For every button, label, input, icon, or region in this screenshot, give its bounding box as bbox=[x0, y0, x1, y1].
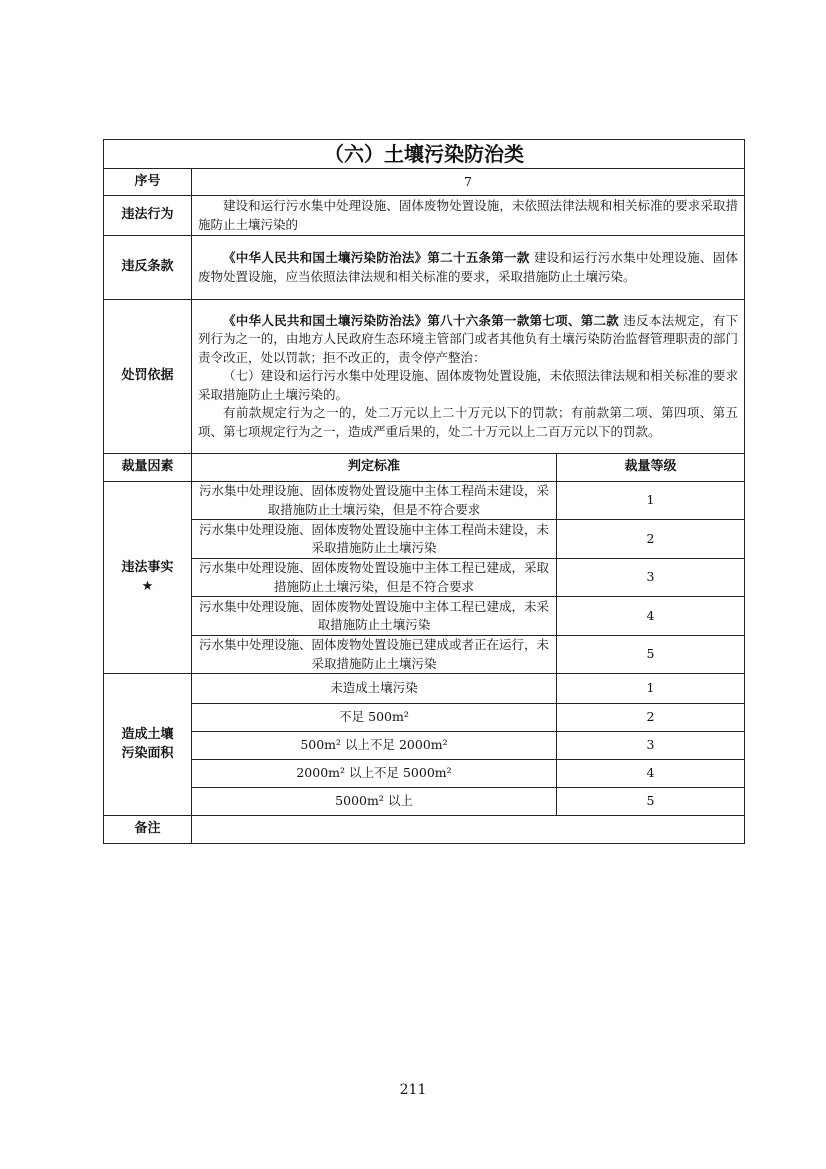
table-title: （六）土壤污染防治类 bbox=[104, 140, 745, 169]
fact-criteria: 污水集中处理设施、固体废物处置设施中主体工程已建成，采取措施防止土壤污染，但是不符合要求 bbox=[192, 559, 557, 597]
penalty-table bbox=[103, 139, 745, 844]
behavior-text: 建设和运行污水集中处理设施、固体废物处置设施，未依照法律法规和相关标准的要求采取措施防止土壤污染的 bbox=[192, 196, 745, 236]
fact-criteria: 污水集中处理设施、固体废物处置设施中主体工程已建成，未采取措施防止土壤污染 bbox=[192, 597, 557, 636]
star-icon: ★ bbox=[141, 578, 154, 594]
fact-criteria: 污水集中处理设施、固体废物处置设施中主体工程尚未建设，采取措施防止土壤污染，但是不符合要求 bbox=[192, 482, 557, 520]
area-criteria: 2000m² 以上不足 5000m² bbox=[192, 760, 557, 788]
area-criteria: 不足 500m² bbox=[192, 704, 557, 732]
clause-cell bbox=[192, 236, 745, 300]
fact-level: 5 bbox=[557, 636, 745, 674]
fact-criteria: 污水集中处理设施、固体废物处置设施已建成或者正在运行，未采取措施防止土壤污染 bbox=[192, 636, 557, 674]
basis-text: 违反本法规定，有下列行为之一的，由地方人民政府生态环境主管部门或者其他负有土壤污染防治监督管理职责的部门责令改正，处以罚款；拒不改正的，责令停产整治： bbox=[198, 312, 738, 365]
basis-item: （七）建设和运行污水集中处理设施、固体废物处置设施，未依照法律法规和相关标准的要求采取措施防止土壤污染的。 bbox=[198, 368, 738, 402]
remark-label: 备注 bbox=[104, 816, 192, 844]
criteria-header: 判定标准 bbox=[192, 454, 557, 482]
area-label: 造成土壤污染面积 bbox=[104, 674, 192, 816]
facts-label-text: 违法事实 bbox=[121, 560, 174, 575]
seq-label: 序号 bbox=[104, 169, 192, 196]
clause-text: 建设和运行污水集中处理设施、固体废物处置设施，应当依照法律法规和相关标准的要求，采取措施防止土壤污染。 bbox=[198, 250, 738, 284]
basis-label: 处罚依据 bbox=[104, 300, 192, 454]
seq-value: 7 bbox=[192, 169, 745, 196]
facts-label bbox=[104, 482, 192, 674]
basis-cell bbox=[192, 300, 745, 454]
remark-value bbox=[192, 816, 745, 844]
behavior-label: 违法行为 bbox=[104, 196, 192, 236]
area-level: 4 bbox=[557, 760, 745, 788]
fact-level: 2 bbox=[557, 520, 745, 559]
area-level: 5 bbox=[557, 788, 745, 816]
page-number: 211 bbox=[399, 1082, 427, 1098]
basis-law: 《中华人民共和国土壤污染防治法》第八十六条第一款第七项、第二款 bbox=[223, 312, 620, 328]
fact-criteria: 污水集中处理设施、固体废物处置设施中主体工程尚未建设，未采取措施防止土壤污染 bbox=[192, 520, 557, 559]
fact-level: 1 bbox=[557, 482, 745, 520]
area-level: 3 bbox=[557, 732, 745, 760]
basis-penalty: 有前款规定行为之一的，处二万元以上二十万元以下的罚款；有前款第二项、第四项、第五项、第七项规定行为之一，造成严重后果的，处二十万元以上二百万元以下的罚款。 bbox=[198, 405, 738, 439]
area-criteria: 未造成土壤污染 bbox=[192, 674, 557, 704]
clause-label: 违反条款 bbox=[104, 236, 192, 300]
clause-law: 《中华人民共和国土壤污染防治法》第二十五条第一款 bbox=[223, 250, 530, 265]
fact-level: 3 bbox=[557, 559, 745, 597]
area-criteria: 500m² 以上不足 2000m² bbox=[192, 732, 557, 760]
level-header: 裁量等级 bbox=[557, 454, 745, 482]
fact-level: 4 bbox=[557, 597, 745, 636]
factor-header: 裁量因素 bbox=[104, 454, 192, 482]
area-level: 1 bbox=[557, 674, 745, 704]
area-criteria: 5000m² 以上 bbox=[192, 788, 557, 816]
area-level: 2 bbox=[557, 704, 745, 732]
